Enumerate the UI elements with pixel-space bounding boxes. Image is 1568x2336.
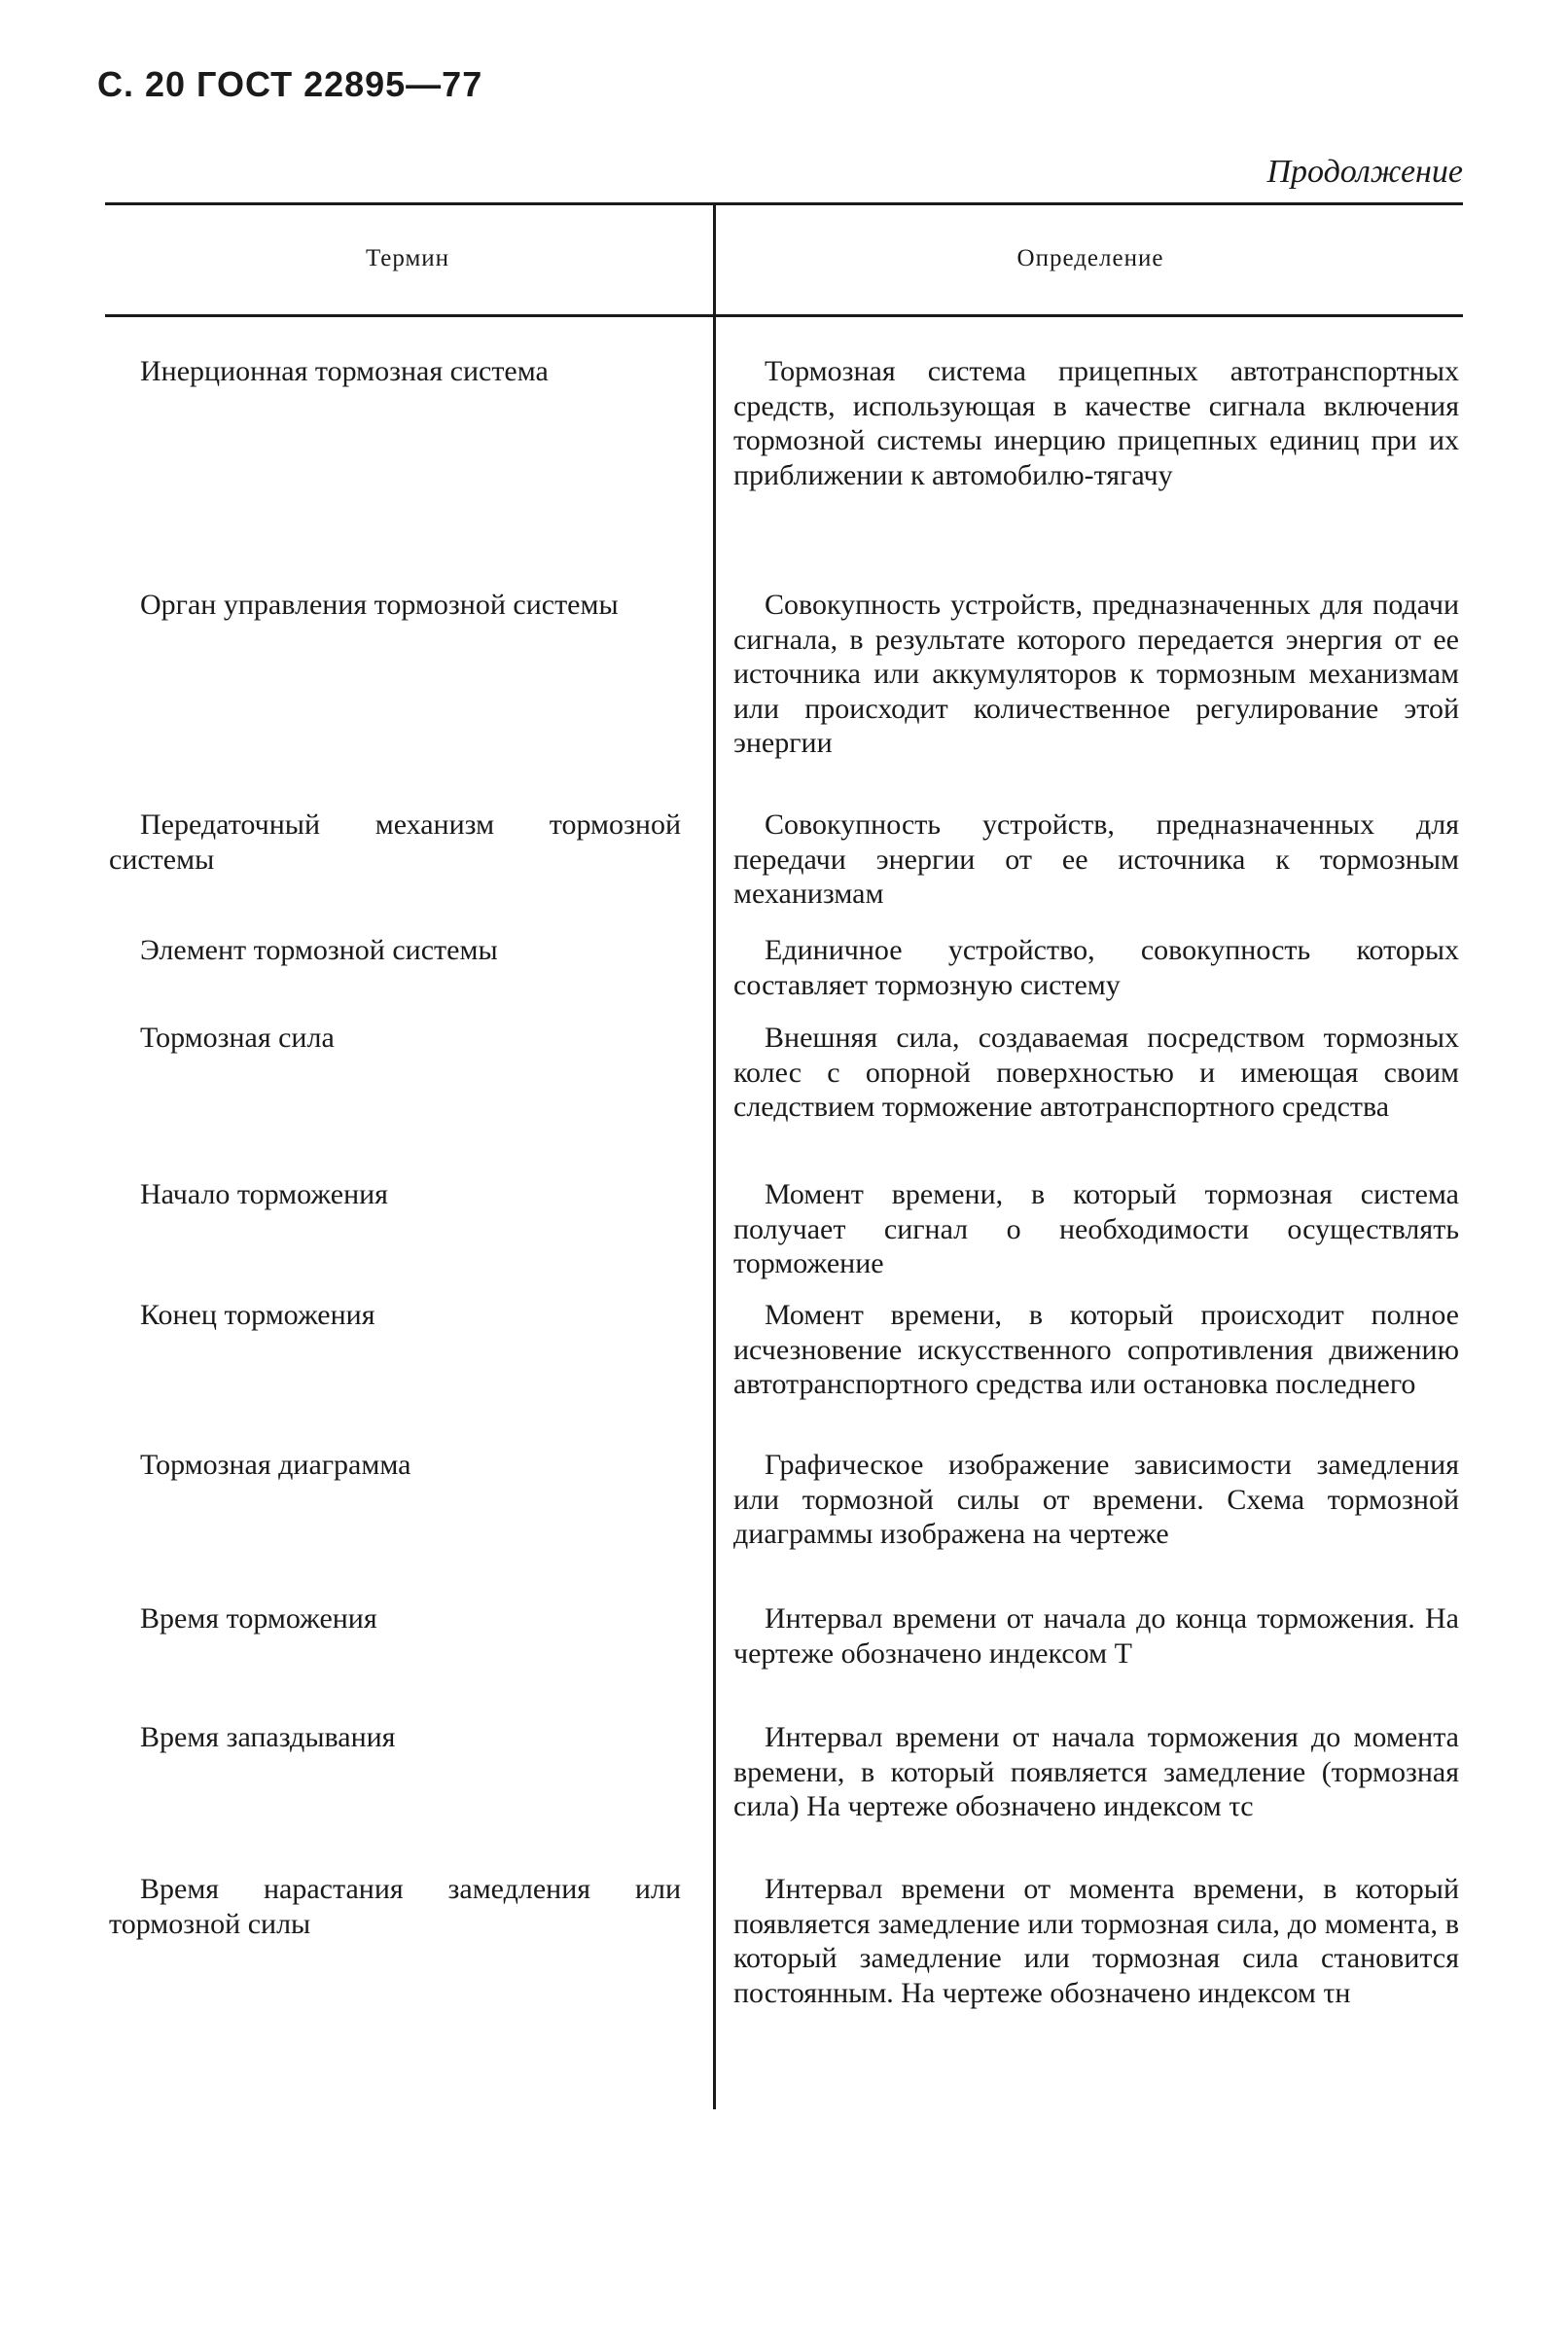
definition-cell: Совокупность устройств, предназначенных для подачи сигнала, в результате которого передается энергия от ее источника или аккумуляторов к тормозным механизмам или происходит количественное регулирование этой энергии — [733, 589, 1459, 759]
term-cell: Тормозная диаграмма — [140, 1449, 411, 1481]
definition-cell: Совокупность устройств, предназначенных для передачи энергии от ее источника к тормозным механизмам — [733, 809, 1459, 910]
definition-cell: Момент времени, в который происходит полное исчезновение искусственного сопротивления движению автотранспортного средства или остановка последнего — [733, 1299, 1459, 1400]
definition-cell: Единичное устройство, совокупность которых составляет тормозную систему — [733, 934, 1459, 1001]
column-header-definition: Определение — [1016, 245, 1164, 271]
term-cell: Время нарастания замедления или тормозной силы — [109, 1873, 681, 1940]
term-cell: Тормозная сила — [140, 1022, 335, 1054]
definition-cell: Внешняя сила, создаваемая посредством тормозных колес с опорной поверхностью и имеющая своим следствием торможение автотранспортного средства — [733, 1022, 1459, 1123]
definition-cell: Тормозная система прицепных автотранспортных средств, использующая в качестве сигнала включения тормозной системы инерцию прицепных единиц при их приближении к автомобилю-тягачу — [733, 355, 1459, 491]
term-cell: Инерционная тормозная система — [140, 355, 549, 387]
definition-cell: Момент времени, в который тормозная система получает сигнал о необходимости осуществлять торможение — [733, 1178, 1459, 1279]
table-top-rule — [105, 202, 1463, 205]
definition-cell: Графическое изображение зависимости замедления или тормозной силы от времени. Схема тормозной диаграммы изображена на чертеже — [733, 1449, 1459, 1550]
term-cell: Начало торможения — [140, 1178, 388, 1210]
term-cell: Время запаздывания — [140, 1721, 396, 1753]
term-cell: Передаточный механизм тормозной системы — [109, 809, 681, 876]
term-cell: Конец торможения — [140, 1299, 375, 1331]
definition-cell: Интервал времени от начала торможения до момента времени, в который появляется замедление (тормозная сила) На чертеже обозначено индексом τc — [733, 1721, 1459, 1822]
column-header-term: Термин — [365, 245, 450, 271]
page-title: С. 20 ГОСТ 22895—77 — [97, 64, 483, 104]
term-cell: Элемент тормозной системы — [140, 934, 498, 966]
definition-cell: Интервал времени от начала до конца торможения. На чертеже обозначено индексом T — [733, 1602, 1459, 1670]
table-header-rule — [105, 314, 1463, 317]
definition-cell: Интервал времени от момента времени, в который появляется замедление или тормозная сила, до момента, в который замедление или тормозная сила становится постоянным. На чертеже обозначено индексом τн — [733, 1873, 1459, 2009]
term-cell: Орган управления тормозной системы — [140, 589, 619, 621]
continuation-label: Продолжение — [1266, 154, 1463, 190]
column-divider — [713, 202, 716, 2109]
term-cell: Время торможения — [140, 1602, 377, 1635]
